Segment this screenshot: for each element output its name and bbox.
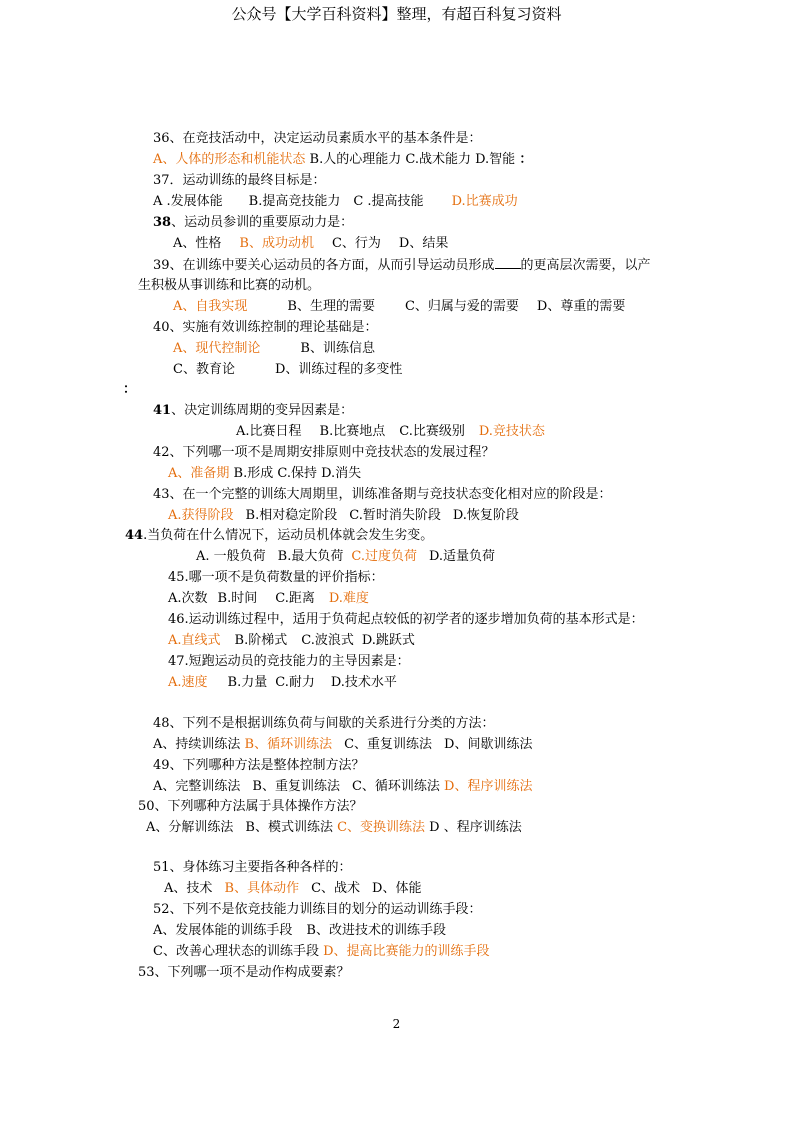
option-42-c: C.保持 — [277, 466, 322, 481]
option-37-b: B.提高竞技能力 — [248, 194, 341, 209]
option-47-c: C.耐力 — [275, 675, 315, 690]
option-46-c: C.波浪式 — [301, 633, 354, 648]
answer-42-a: A、准备期 — [168, 466, 230, 481]
answer-37-d: D.比赛成功 — [451, 194, 518, 209]
option-52-a: A、发展体能的训练手段 — [153, 923, 293, 938]
question-45: 45.哪一项不是负荷数量的评价指标： — [168, 570, 384, 585]
answer-38-b: B、成功动机 — [239, 236, 314, 251]
page-number: 2 — [392, 1017, 401, 1031]
option-45-b: B.时间 — [217, 591, 258, 606]
answer-48-b: B、循环训练法 — [244, 737, 333, 752]
options-41 — [236, 423, 545, 441]
answer-47-a: A.速度 — [168, 675, 208, 690]
option-43-c: C.暂时消失阶段 — [349, 508, 441, 523]
option-49-a: A、完整训练法 — [153, 779, 241, 794]
option-36-b: B.人的心理能力 — [305, 152, 406, 167]
question-36: 36、在竞技活动中，决定运动员素质水平的基本条件是： — [153, 131, 482, 146]
answer-43-a: A.获得阶段 — [168, 508, 234, 523]
option-45-c: C.距离 — [275, 591, 315, 606]
option-50-d: D 、程序训练法 — [425, 820, 522, 835]
options-39 — [173, 298, 625, 316]
option-42-b: B.形成 — [229, 466, 278, 481]
option-37-c: C .提高技能 — [353, 194, 424, 209]
options-50 — [146, 819, 522, 837]
options-43 — [168, 507, 519, 525]
option-39-b: B、生理的需要 — [287, 299, 375, 314]
question-39-cont: 生积极从事训练和比赛的动机。 — [138, 278, 321, 293]
option-38-c: C、行为 — [331, 236, 381, 251]
blank-line — [495, 256, 521, 269]
option-47-d: D.技术水平 — [330, 675, 397, 690]
question-39 — [153, 256, 651, 275]
page-header: 公众号【大学百科资料】整理，有超百科复习资料 — [231, 5, 562, 23]
options-38 — [173, 235, 448, 253]
options-52-cd — [153, 943, 490, 961]
question-44-number: 44 — [125, 528, 144, 543]
option-52-b: B、改进技术的训练手段 — [306, 923, 446, 938]
option-42-d: D.消失 — [321, 466, 362, 481]
options-51 — [164, 880, 421, 898]
answer-51-b: B、具体动作 — [224, 881, 300, 896]
answer-46-a: A.直线式 — [168, 633, 221, 648]
answer-41-d: D.竞技状态 — [478, 424, 545, 439]
answer-49-d: D、程序训练法 — [444, 779, 533, 794]
option-50-a: A、分解训练法 — [146, 820, 234, 835]
answer-39-a: A、自我实现 — [173, 299, 248, 314]
answer-40-a: A、现代控制论 — [173, 341, 261, 356]
question-38-text: 、运动员参训的重要原动力是： — [171, 215, 354, 230]
question-40: 40、实施有效训练控制的理论基础是： — [153, 320, 378, 335]
answer-44-c: C.过度负荷 — [351, 549, 417, 564]
option-40-b: B、训练信息 — [300, 341, 375, 356]
option-36-c: C.战术能力 — [405, 152, 476, 167]
option-41-b: B.比赛地点 — [319, 424, 386, 439]
question-41 — [153, 402, 353, 420]
option-46-b: B.阶梯式 — [234, 633, 288, 648]
option-41-c: C.比赛级别 — [399, 424, 465, 439]
options-49 — [153, 778, 532, 796]
question-41-text: 、决定训练周期的变异因素是： — [171, 403, 354, 418]
option-51-a: A、技术 — [164, 881, 217, 896]
options-36 — [153, 151, 532, 169]
options-47 — [168, 674, 397, 692]
option-38-a: A、性格 — [173, 236, 222, 251]
stray-colon: ： — [123, 382, 137, 397]
options-44 — [196, 548, 495, 566]
options-46 — [168, 632, 415, 650]
question-52: 52、下列不是依竞技能力训练目的划分的运动训练手段： — [153, 902, 482, 917]
question-48: 48、下列不是根据训练负荷与间歇的关系进行分类的方法： — [153, 716, 495, 731]
option-50-b: B、模式训练法 — [245, 820, 338, 835]
option-39-d: D、尊重的需要 — [536, 299, 626, 314]
answer-52-d: D、提高比赛能力的训练手段 — [323, 944, 490, 959]
question-39-part2: 的更高层次需要，以产 — [520, 258, 651, 273]
question-49: 49、下列哪种方法是整体控制方法？ — [153, 758, 365, 773]
question-53: 53、下列哪一项不是动作构成要素？ — [138, 965, 350, 980]
question-50: 50、下列哪种方法属于具体操作方法？ — [138, 799, 363, 814]
option-44-b: B.最大负荷 — [277, 549, 344, 564]
colon-mark: ： — [519, 152, 533, 167]
option-39-c: C、归属与爱的需要 — [404, 299, 519, 314]
option-48-c: C、重复训练法 — [344, 737, 433, 752]
option-38-d: D、结果 — [398, 236, 449, 251]
option-51-d: D、体能 — [372, 881, 422, 896]
option-43-b: B.相对稳定阶段 — [245, 508, 338, 523]
option-40-d: D、训练过程的多变性 — [274, 362, 403, 377]
option-44-a: A. 一般负荷 — [196, 549, 266, 564]
options-40-cd — [173, 361, 402, 379]
question-38 — [153, 214, 353, 232]
option-48-a: A、持续训练法 — [153, 737, 245, 752]
option-36-d: D.智能 — [475, 152, 520, 167]
question-46: 46.运动训练过程中，适用于负荷起点较低的初学者的逐步增加负荷的基本形式是： — [168, 612, 644, 627]
question-51: 51、身体练习主要指各种各样的： — [153, 860, 352, 875]
option-52-c: C、改善心理状态的训练手段 — [153, 944, 324, 959]
answer-45-d: D.难度 — [328, 591, 369, 606]
answer-36-a: A、人体的形态和机能状态 — [153, 152, 306, 167]
options-52-ab — [153, 922, 446, 940]
option-49-c: C、循环训练法 — [351, 779, 445, 794]
question-39-part1: 39、在训练中要关心运动员的各方面，从而引导运动员形成 — [153, 258, 495, 273]
option-44-d: D.适量负荷 — [428, 549, 496, 564]
question-38-number: 38 — [153, 215, 172, 230]
option-48-d: D、间歇训练法 — [444, 737, 533, 752]
question-44 — [125, 527, 433, 545]
question-37: 37．运动训练的最终目标是： — [153, 173, 326, 188]
options-48 — [153, 736, 532, 754]
options-37 — [153, 193, 518, 211]
option-41-a: A.比赛日程 — [236, 424, 302, 439]
option-51-c: C、战术 — [311, 881, 361, 896]
option-49-b: B、重复训练法 — [252, 779, 340, 794]
option-45-a: A.次数 — [168, 591, 208, 606]
options-45 — [168, 590, 369, 608]
options-42 — [168, 465, 361, 483]
option-37-a: A .发展体能 — [153, 194, 223, 209]
question-47: 47.短跑运动员的竞技能力的主导因素是： — [168, 654, 410, 669]
option-46-d: D.跳跃式 — [361, 633, 415, 648]
question-43: 43、在一个完整的训练大周期里，训练准备期与竞技状态变化相对应的阶段是： — [153, 487, 612, 502]
question-41-number: 41 — [153, 403, 172, 418]
options-40-ab — [173, 340, 375, 358]
option-43-d: D.恢复阶段 — [452, 508, 519, 523]
answer-50-c: C、变换训练法 — [337, 820, 426, 835]
question-44-text: .当负荷在什么情况下，运动员机体就会发生劣变。 — [143, 528, 434, 543]
option-40-c: C、教育论 — [173, 362, 235, 377]
option-47-b: B.力量 — [227, 675, 268, 690]
question-42: 42、下列哪一项不是周期安排原则中竞技状态的发展过程？ — [153, 445, 495, 460]
